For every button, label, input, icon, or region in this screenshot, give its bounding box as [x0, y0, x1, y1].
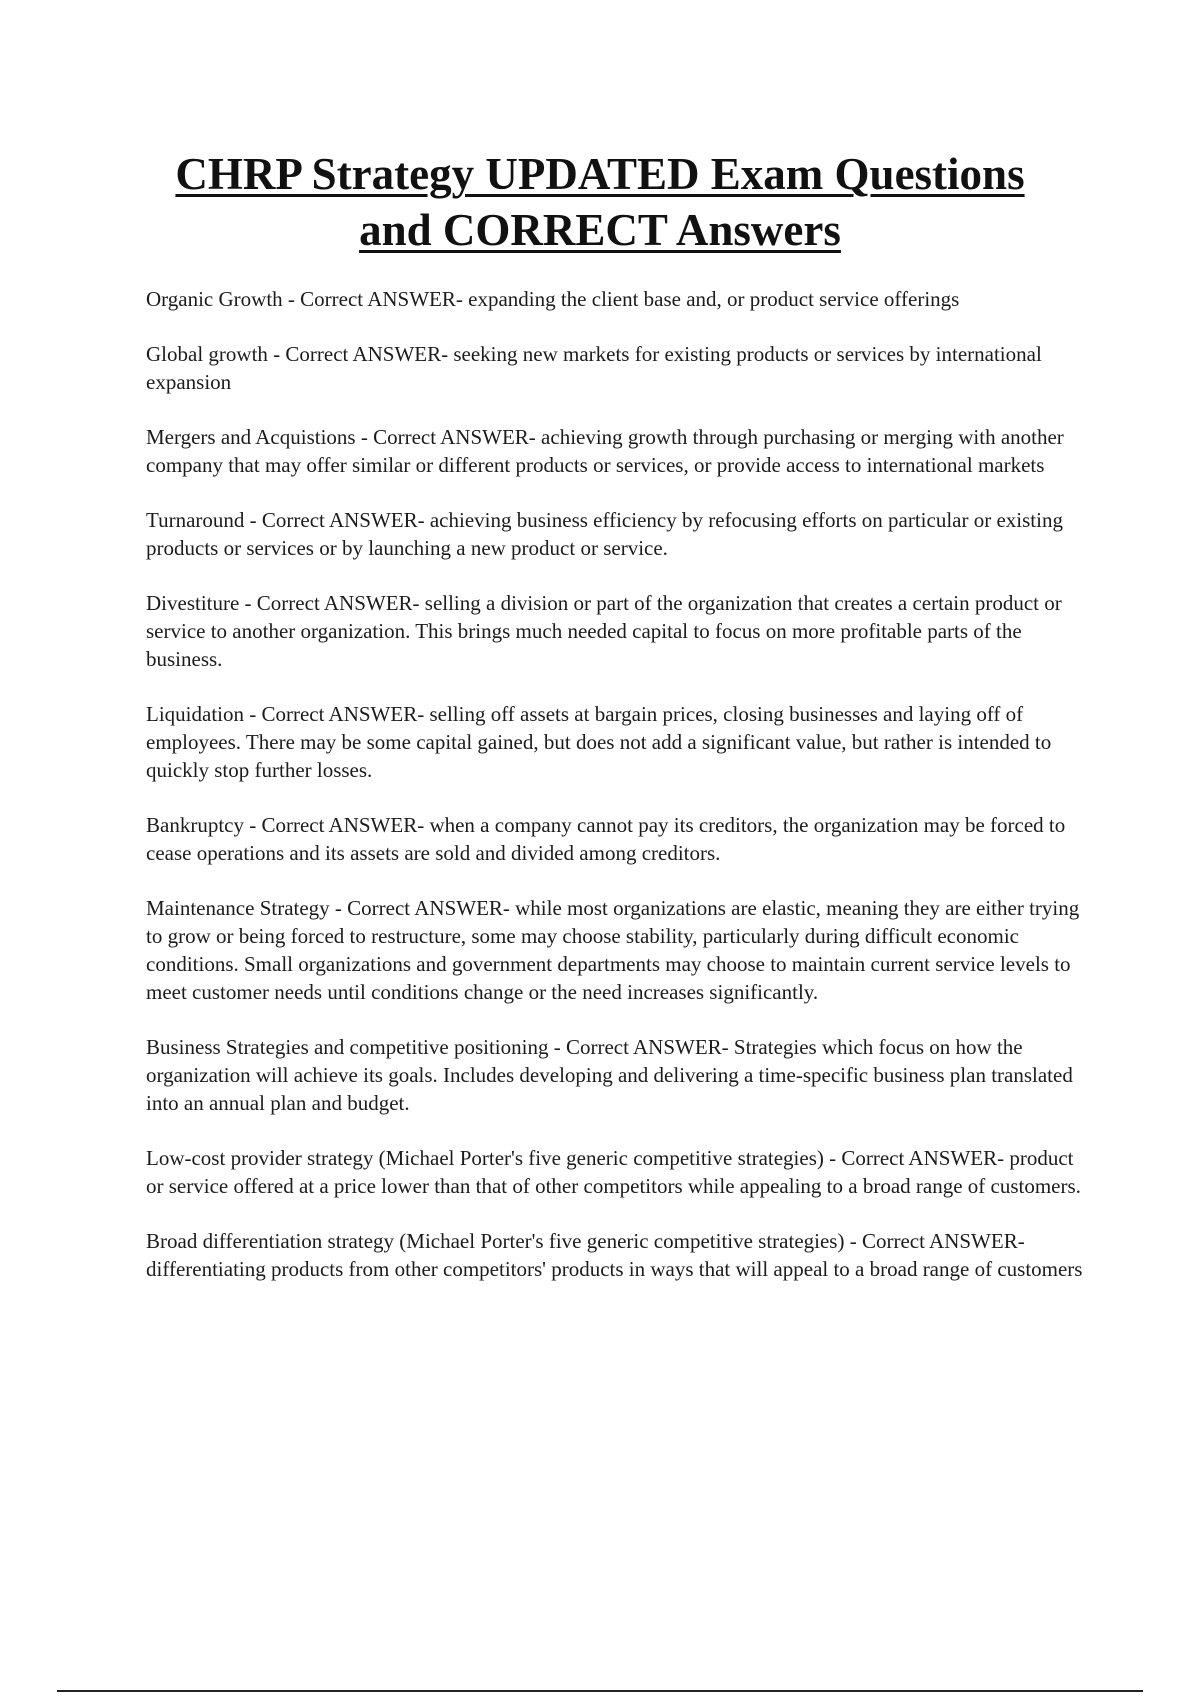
document-title — [130, 146, 1070, 258]
qa-entry-low-cost-provider: Low-cost provider strategy (Michael Porter's five generic competitive strategies) - Correct ANSWER- product or service offered at a price lower than that of other competitors while appealing to a broad range of customers. — [146, 1146, 1081, 1198]
qa-entry-liquidation: Liquidation - Correct ANSWER- selling off assets at bargain prices, closing businesses and laying off of employees. There may be some capital gained, but does not add a significant value, but rather is intended to quickly stop further losses. — [146, 702, 1052, 782]
document-title-line-1: CHRP Strategy UPDATED Exam Questions — [175, 149, 1025, 199]
qa-entry-mergers-acquisitions: Mergers and Acquistions - Correct ANSWER- achieving growth through purchasing or merging with another company that may offer similar or different products or services, or provide access to international markets — [146, 425, 1064, 477]
qa-entry-divestiture: Divestiture - Correct ANSWER- selling a division or part of the organization that creates a certain product or service to another organization. This brings much needed capital to focus on more profitable parts of the business. — [146, 591, 1062, 671]
qa-list — [146, 285, 1091, 1310]
qa-entry-organic-growth: Organic Growth - Correct ANSWER- expanding the client base and, or product service offerings — [146, 287, 960, 311]
qa-entry-broad-differentiation: Broad differentiation strategy (Michael Porter's five generic competitive strategies) - Correct ANSWER- differentiating products from other competitors' products in ways that will appeal to a broad range of customers — [146, 1229, 1083, 1281]
document-title-line-2: and CORRECT Answers — [359, 205, 841, 255]
qa-entry-maintenance-strategy: Maintenance Strategy - Correct ANSWER- while most organizations are elastic, meaning they are either trying to grow or being forced to restructure, some may choose stability, particularly during difficult economic conditions. Small organizations and government departments may choose to maintain current service levels to meet customer needs until conditions change or the need increases significantly. — [146, 896, 1080, 1004]
qa-entry-business-strategies: Business Strategies and competitive positioning - Correct ANSWER- Strategies which focus on how the organization will achieve its goals. Includes developing and delivering a time-specific business plan translated into an annual plan and budget. — [146, 1035, 1073, 1115]
qa-entry-global-growth: Global growth - Correct ANSWER- seeking new markets for existing products or services by international expansion — [146, 342, 1042, 394]
qa-entry-turnaround: Turnaround - Correct ANSWER- achieving business efficiency by refocusing efforts on particular or existing products or services or by launching a new product or service. — [146, 508, 1063, 560]
footer-divider — [57, 1690, 1143, 1692]
qa-entry-bankruptcy: Bankruptcy - Correct ANSWER- when a company cannot pay its creditors, the organization may be forced to cease operations and its assets are sold and divided among creditors. — [146, 813, 1066, 865]
